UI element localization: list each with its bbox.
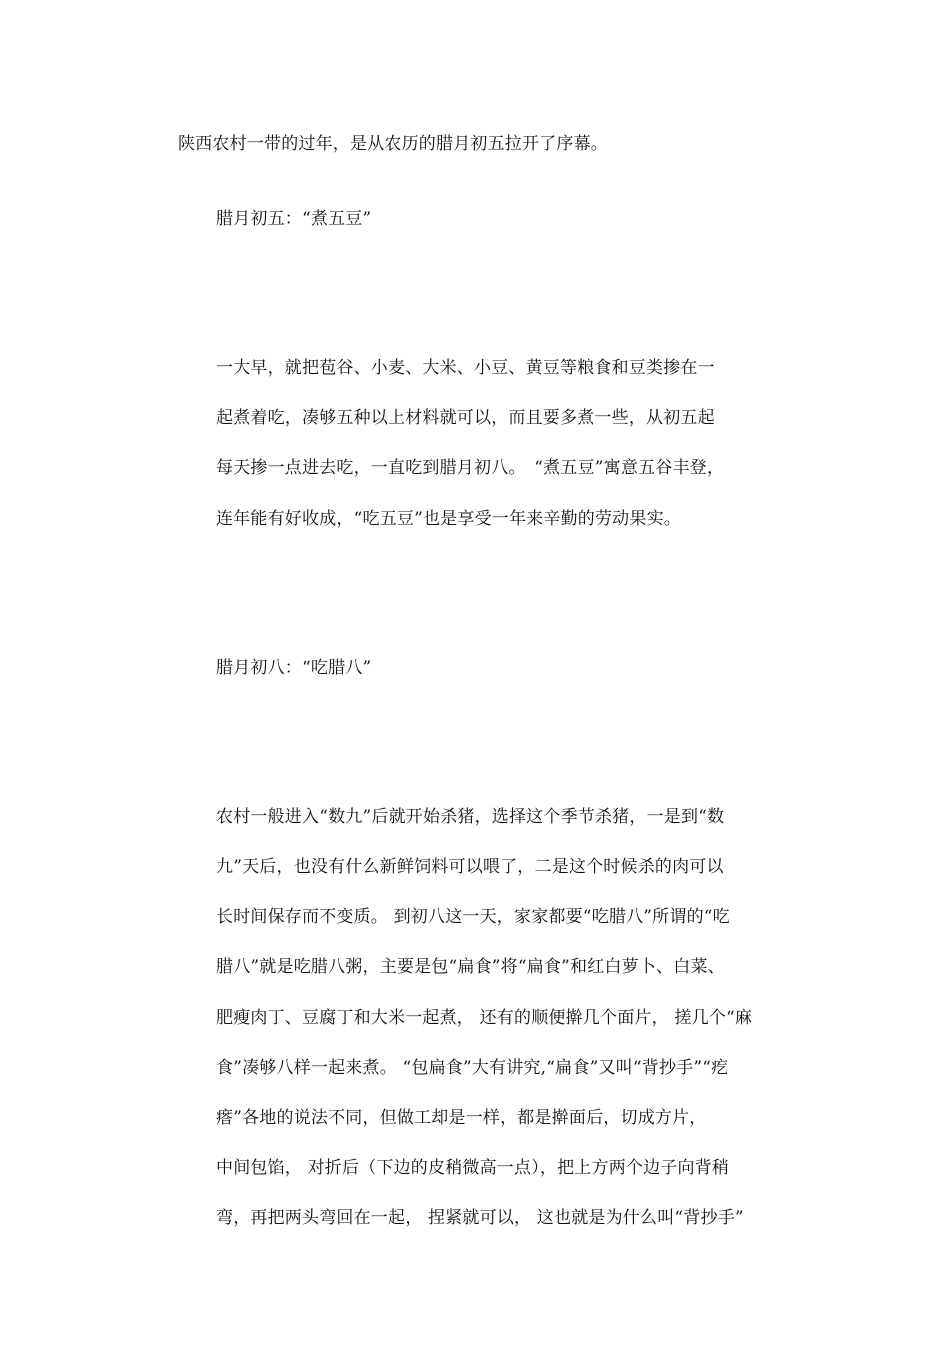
section1-line: 连年能有好收成，“吃五豆”也是享受一年来辛勤的劳动果实。: [216, 509, 681, 529]
section2-line: 腊八”就是吃腊八粥，主要是包“扁食”将“扁食”和红白萝卜、白菜、: [216, 957, 725, 977]
section1-line: 一大早，就把苞谷、小麦、大米、小豆、黄豆等粮食和豆类掺在一: [216, 358, 715, 378]
section2-line: 中间包馅， 对折后（下边的皮稍微高一点），把上方两个边子向背稍: [216, 1158, 730, 1178]
section2-line: 长时间保存而不变质。 到初八这一天，家家都要“吃腊八”所谓的“吃: [216, 907, 730, 927]
section2-line: 弯，再把两头弯回在一起， 捏紧就可以， 这也就是为什么叫“背抄手”: [216, 1208, 744, 1228]
section1-line: 每天掺一点进去吃，一直吃到腊月初八。 “煮五豆”寓意五谷丰登，: [216, 458, 725, 478]
intro-paragraph: 陕西农村一带的过年，是从农历的腊月初五拉开了序幕。: [178, 134, 608, 154]
section2-line: 食”凑够八样一起来煮。 “包扁食”大有讲究,“扁食”又叫“背抄手”“疙: [216, 1058, 729, 1078]
section-heading-laba-5: 腊月初五：“煮五豆”: [216, 209, 372, 229]
section-heading-laba-8: 腊月初八：“吃腊八”: [216, 658, 372, 678]
section2-line: 肥瘦肉丁、豆腐丁和大米一起煮， 还有的顺便擀几个面片， 搓几个“麻: [216, 1008, 753, 1028]
section2-line: 九”天后，也没有什么新鲜饲料可以喂了，二是这个时候杀的肉可以: [216, 857, 724, 877]
section2-line: 瘩”各地的说法不同，但做工却是一样，都是擀面后，切成方片，: [216, 1108, 707, 1128]
section2-line: 农村一般进入“数九”后就开始杀猪，选择这个季节杀猪，一是到“数: [216, 807, 725, 827]
section1-line: 起煮着吃，凑够五种以上材料就可以，而且要多煮一些，从初五起: [216, 408, 715, 428]
